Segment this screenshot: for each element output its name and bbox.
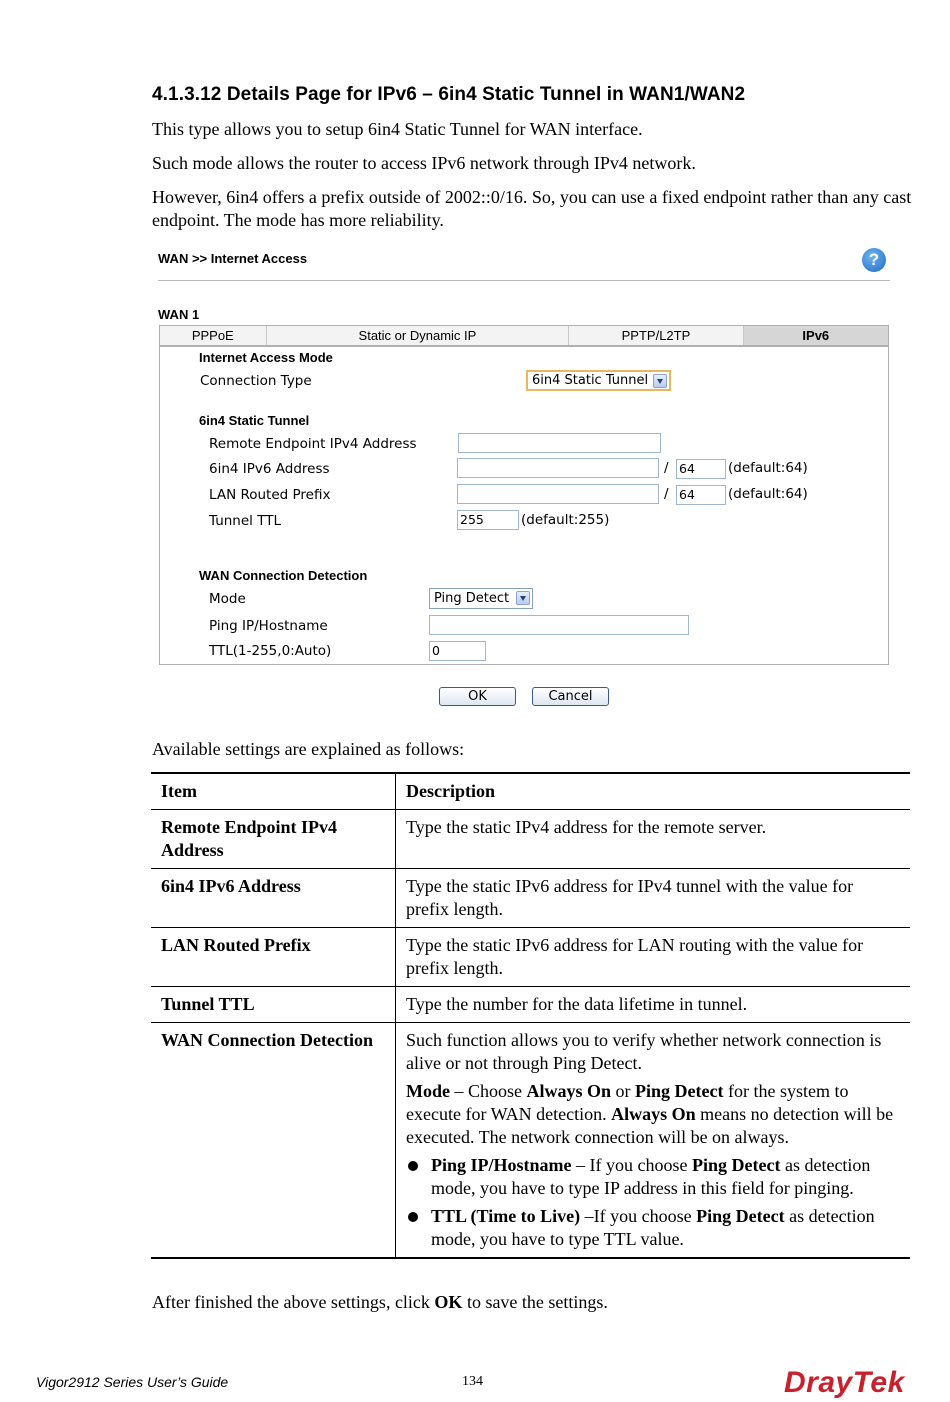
connection-type-label: Connection Type bbox=[200, 373, 312, 389]
table-row bbox=[151, 928, 910, 987]
prefix-slash: / bbox=[664, 486, 669, 502]
tab-pptp-l2tp[interactable]: PPTP/L2TP bbox=[569, 326, 743, 345]
tunnel-section-title: 6in4 Static Tunnel bbox=[199, 413, 310, 428]
closing-ok: OK bbox=[434, 1292, 463, 1312]
tab-ipv6[interactable]: IPv6 bbox=[744, 326, 888, 345]
available-settings-text: Available settings are explained as follows: bbox=[152, 739, 465, 759]
closing-paragraph bbox=[152, 1291, 912, 1314]
table-row bbox=[151, 1023, 910, 1259]
lan-prefix-label: LAN Routed Prefix bbox=[209, 487, 331, 503]
intro-paragraph-2: Such mode allows the router to access IPv6 network through IPv4 network. bbox=[152, 153, 696, 173]
ping-detect-term: Ping Detect bbox=[696, 1206, 785, 1226]
remote-endpoint-label: Remote Endpoint IPv4 Address bbox=[209, 436, 417, 452]
tab-bar bbox=[159, 325, 889, 346]
bullet-text-2: as detection mode, you have to type TTL value. bbox=[431, 1206, 875, 1249]
internet-access-mode-title: Internet Access Mode bbox=[199, 350, 333, 365]
draytek-logo: DrayTek bbox=[784, 1366, 905, 1399]
table-header-row bbox=[151, 773, 910, 810]
remote-endpoint-input[interactable] bbox=[458, 433, 661, 453]
divider bbox=[158, 280, 890, 281]
settings-table bbox=[151, 772, 910, 1259]
bullet-text-2: as detection mode, you have to type IP address in this field for pinging. bbox=[431, 1155, 871, 1198]
detection-description: Such function allows you to verify whether network connection is alive or not through Ping Detect. bbox=[406, 1030, 882, 1073]
row-description: Type the static IPv4 address for the remote server. bbox=[406, 817, 767, 837]
row-item: LAN Routed Prefix bbox=[151, 928, 396, 987]
ping-hostname-label: Ping IP/Hostname bbox=[209, 618, 328, 634]
detection-section-title: WAN Connection Detection bbox=[199, 568, 368, 583]
ipv6-address-input[interactable] bbox=[457, 458, 659, 478]
cancel-button[interactable]: Cancel bbox=[532, 687, 609, 706]
ttl-label: TTL(1-255,0:Auto) bbox=[209, 643, 332, 659]
bullet-icon bbox=[408, 1212, 418, 1222]
connection-type-select[interactable] bbox=[526, 370, 671, 391]
wan-label: WAN 1 bbox=[158, 307, 200, 322]
prefix-slash: / bbox=[664, 460, 669, 476]
bullet-ttl bbox=[406, 1205, 900, 1251]
tab-static-dynamic-ip[interactable]: Static or Dynamic IP bbox=[267, 326, 570, 345]
tab-pppoe[interactable]: PPPoE bbox=[160, 326, 267, 345]
intro-paragraph-3: However, 6in4 offers a prefix outside of 2002::0/16. So, you can use a fixed endpoint rather than any cast endpoint. The mode has more reliability. bbox=[152, 187, 912, 230]
row-description: Type the number for the data lifetime in tunnel. bbox=[406, 994, 748, 1014]
header-description: Description bbox=[406, 781, 495, 801]
tunnel-ttl-label: Tunnel TTL bbox=[209, 513, 281, 529]
bullet-text-1: –If you choose bbox=[580, 1206, 697, 1226]
table-row bbox=[151, 987, 910, 1023]
default-64-hint: (default:64) bbox=[728, 460, 808, 476]
connection-type-value: 6in4 Static Tunnel bbox=[532, 373, 649, 388]
header-item: Item bbox=[151, 773, 396, 810]
bullet-icon bbox=[408, 1161, 418, 1171]
page-number: 134 bbox=[462, 1374, 483, 1389]
ping-detect-term: Ping Detect bbox=[635, 1081, 724, 1101]
table-row bbox=[151, 810, 910, 869]
always-on-term: Always On bbox=[611, 1104, 696, 1124]
lan-prefix-length-input[interactable]: 64 bbox=[676, 485, 726, 505]
always-on-term: Always On bbox=[526, 1081, 612, 1101]
mode-select[interactable] bbox=[429, 588, 533, 609]
default-64-hint: (default:64) bbox=[728, 486, 808, 502]
mode-text-4: means no detection will be executed. The network connection will be on always. bbox=[406, 1104, 894, 1147]
mode-label: Mode bbox=[209, 591, 246, 607]
mode-value: Ping Detect bbox=[434, 591, 510, 606]
closing-text-1: After finished the above settings, click bbox=[152, 1292, 435, 1312]
lan-prefix-input[interactable] bbox=[457, 484, 659, 504]
ping-hostname-term: Ping IP/Hostname bbox=[431, 1155, 572, 1175]
table-row bbox=[151, 869, 910, 928]
ok-button[interactable]: OK bbox=[439, 687, 516, 706]
row-description bbox=[396, 1023, 911, 1259]
footer-guide-title: Vigor2912 Series User’s Guide bbox=[36, 1374, 229, 1390]
help-icon[interactable]: ? bbox=[862, 248, 886, 272]
mode-text-3: for the system to execute for WAN detection. bbox=[406, 1081, 849, 1124]
row-item: WAN Connection Detection bbox=[151, 1023, 396, 1259]
chevron-down-icon bbox=[516, 591, 530, 605]
ping-hostname-input[interactable] bbox=[429, 615, 689, 635]
breadcrumb[interactable]: WAN >> Internet Access bbox=[158, 251, 308, 266]
default-255-hint: (default:255) bbox=[521, 512, 610, 528]
ttl-input[interactable]: 0 bbox=[429, 641, 486, 661]
intro-paragraph-1: This type allows you to setup 6in4 Static Tunnel for WAN interface. bbox=[152, 119, 643, 139]
mode-explanation bbox=[406, 1080, 900, 1149]
tunnel-ttl-input[interactable]: 255 bbox=[457, 510, 519, 530]
row-item: 6in4 IPv6 Address bbox=[151, 869, 396, 928]
bullet-ping-hostname bbox=[406, 1154, 900, 1200]
mode-term: Mode bbox=[406, 1081, 450, 1101]
closing-text-2: to save the settings. bbox=[462, 1292, 608, 1312]
ttl-term: TTL (Time to Live) bbox=[431, 1206, 581, 1226]
row-item: Tunnel TTL bbox=[151, 987, 396, 1023]
row-description: Type the static IPv6 address for LAN routing with the value for prefix length. bbox=[406, 935, 864, 978]
bullet-text-1: – If you choose bbox=[571, 1155, 692, 1175]
row-description: Type the static IPv6 address for IPv4 tunnel with the value for prefix length. bbox=[406, 876, 854, 919]
ipv6-prefix-length-input[interactable]: 64 bbox=[676, 459, 726, 479]
mode-text-1: – Choose bbox=[450, 1081, 527, 1101]
mode-text-2: or bbox=[611, 1081, 636, 1101]
ping-detect-term: Ping Detect bbox=[692, 1155, 781, 1175]
row-item: Remote Endpoint IPv4 Address bbox=[151, 810, 396, 869]
section-heading: 4.1.3.12 Details Page for IPv6 – 6in4 Static Tunnel in WAN1/WAN2 bbox=[152, 84, 746, 105]
ipv6-address-label: 6in4 IPv6 Address bbox=[209, 461, 330, 477]
chevron-down-icon bbox=[653, 374, 667, 388]
